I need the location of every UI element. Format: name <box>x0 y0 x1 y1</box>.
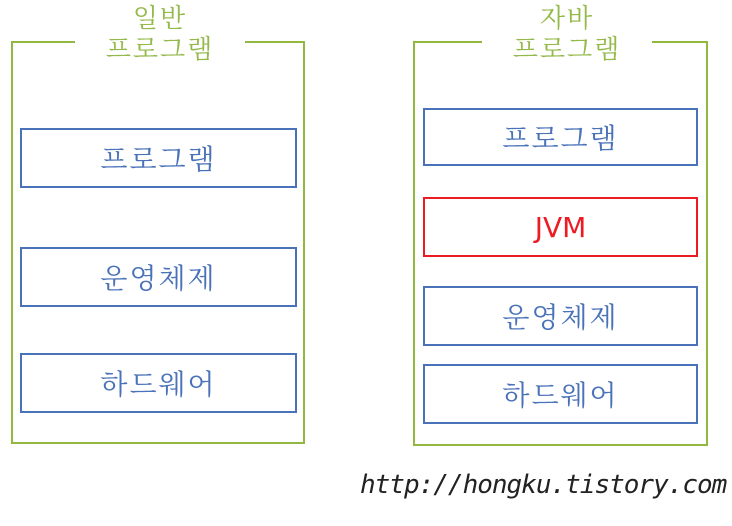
java-layer-os: 운영체제 <box>423 286 698 346</box>
java-layer-program: 프로그램 <box>423 108 698 166</box>
general-layer-hardware: 하드웨어 <box>20 353 297 413</box>
general-layer-os: 운영체제 <box>20 247 297 307</box>
java-layer-hardware: 하드웨어 <box>423 364 698 424</box>
general-title-line1: 일반 <box>132 4 188 34</box>
watermark-url: http://hongku.tistory.com <box>360 470 727 500</box>
general-title-line2: 프로그램 <box>105 35 215 65</box>
java-program-title <box>482 4 652 66</box>
general-layer-program: 프로그램 <box>20 128 297 188</box>
java-title-line1: 자바 <box>539 4 595 34</box>
java-layer-jvm: JVM <box>423 197 698 257</box>
java-title-line2: 프로그램 <box>512 35 622 65</box>
general-program-title <box>75 4 245 66</box>
